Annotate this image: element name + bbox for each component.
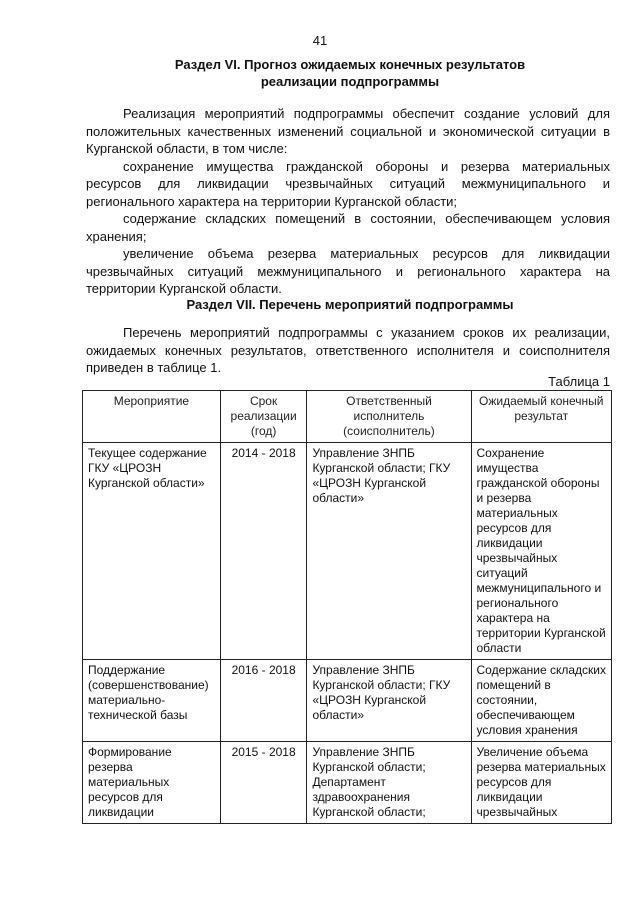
header-activity: Мероприятие	[83, 391, 221, 443]
cell-executor: Управление ЗНПБ Курганской области; ГКУ «ЦРОЗН Курганской области»	[307, 660, 471, 742]
section-6-paragraph: Реализация мероприятий подпрограммы обеспечит создание условий для положительных качественных изменений социальной и экономической ситуации в Курганской области, в том числе:	[86, 106, 610, 156]
cell-result: Сохранение имущества гражданской обороны и резерва материальных ресурсов для ликвидации чрезвычайных ситуаций межмуниципального и регионального характера на территории Курганской области	[471, 443, 612, 660]
cell-term: 2015 - 2018	[220, 742, 307, 824]
page-number: 41	[312, 33, 328, 48]
header-result: Ожидаемый конечный результат	[471, 391, 612, 443]
section-6-title-line-1: Раздел VI. Прогноз ожидаемых конечных результатов	[174, 57, 526, 72]
section-6-body	[86, 105, 610, 298]
activities-table	[82, 390, 612, 824]
header-executor: Ответственный исполнитель (соисполнитель)	[307, 391, 471, 443]
section-7-paragraph: Перечень мероприятий подпрограммы с указанием сроков их реализации, ожидаемых конечных результатов, ответственного исполнителя и соисполнителя приведен в таблице 1.	[86, 325, 610, 375]
section-7-title: Раздел VII. Перечень мероприятий подпрограммы	[186, 297, 514, 312]
header-term: Срок реализации (год)	[220, 391, 307, 443]
cell-term: 2014 - 2018	[220, 443, 307, 660]
cell-result: Содержание складских помещений в состоянии, обеспечивающем условия хранения	[471, 660, 612, 742]
section-6-paragraph: увеличение объема резерва материальных ресурсов для ликвидации чрезвычайных ситуаций межмуниципального и регионального характера на территории Курганской области.	[86, 246, 610, 296]
cell-activity: Формирование резерва материальных ресурсов для ликвидации	[83, 742, 221, 824]
table-header-row	[83, 391, 612, 443]
cell-activity: Поддержание (совершенствование) материально-технической базы	[83, 660, 221, 742]
cell-result: Увеличение объема резерва материальных ресурсов для ликвидации чрезвычайных	[471, 742, 612, 824]
section-7-body	[86, 324, 610, 377]
cell-executor: Управление ЗНПБ Курганской области; Департамент здравоохранения Курганской области;	[307, 742, 471, 824]
table-caption: Таблица 1	[548, 374, 610, 389]
table-row	[83, 660, 612, 742]
section-6-title	[80, 56, 620, 90]
table-row	[83, 742, 612, 824]
cell-activity: Текущее содержание ГКУ «ЦРОЗН Курганской области»	[83, 443, 221, 660]
cell-term: 2016 - 2018	[220, 660, 307, 742]
section-6-paragraph: сохранение имущества гражданской обороны и резерва материальных ресурсов для ликвидации чрезвычайных ситуаций межмуниципального и регионального характера на территории Курганской области;	[86, 158, 610, 209]
section-6-paragraph: содержание складских помещений в состоянии, обеспечивающем условия хранения;	[86, 211, 610, 244]
table-row	[83, 443, 612, 660]
section-6-title-line-2: реализации подпрограммы	[260, 74, 440, 89]
cell-executor: Управление ЗНПБ Курганской области; ГКУ «ЦРОЗН Курганской области»	[307, 443, 471, 660]
